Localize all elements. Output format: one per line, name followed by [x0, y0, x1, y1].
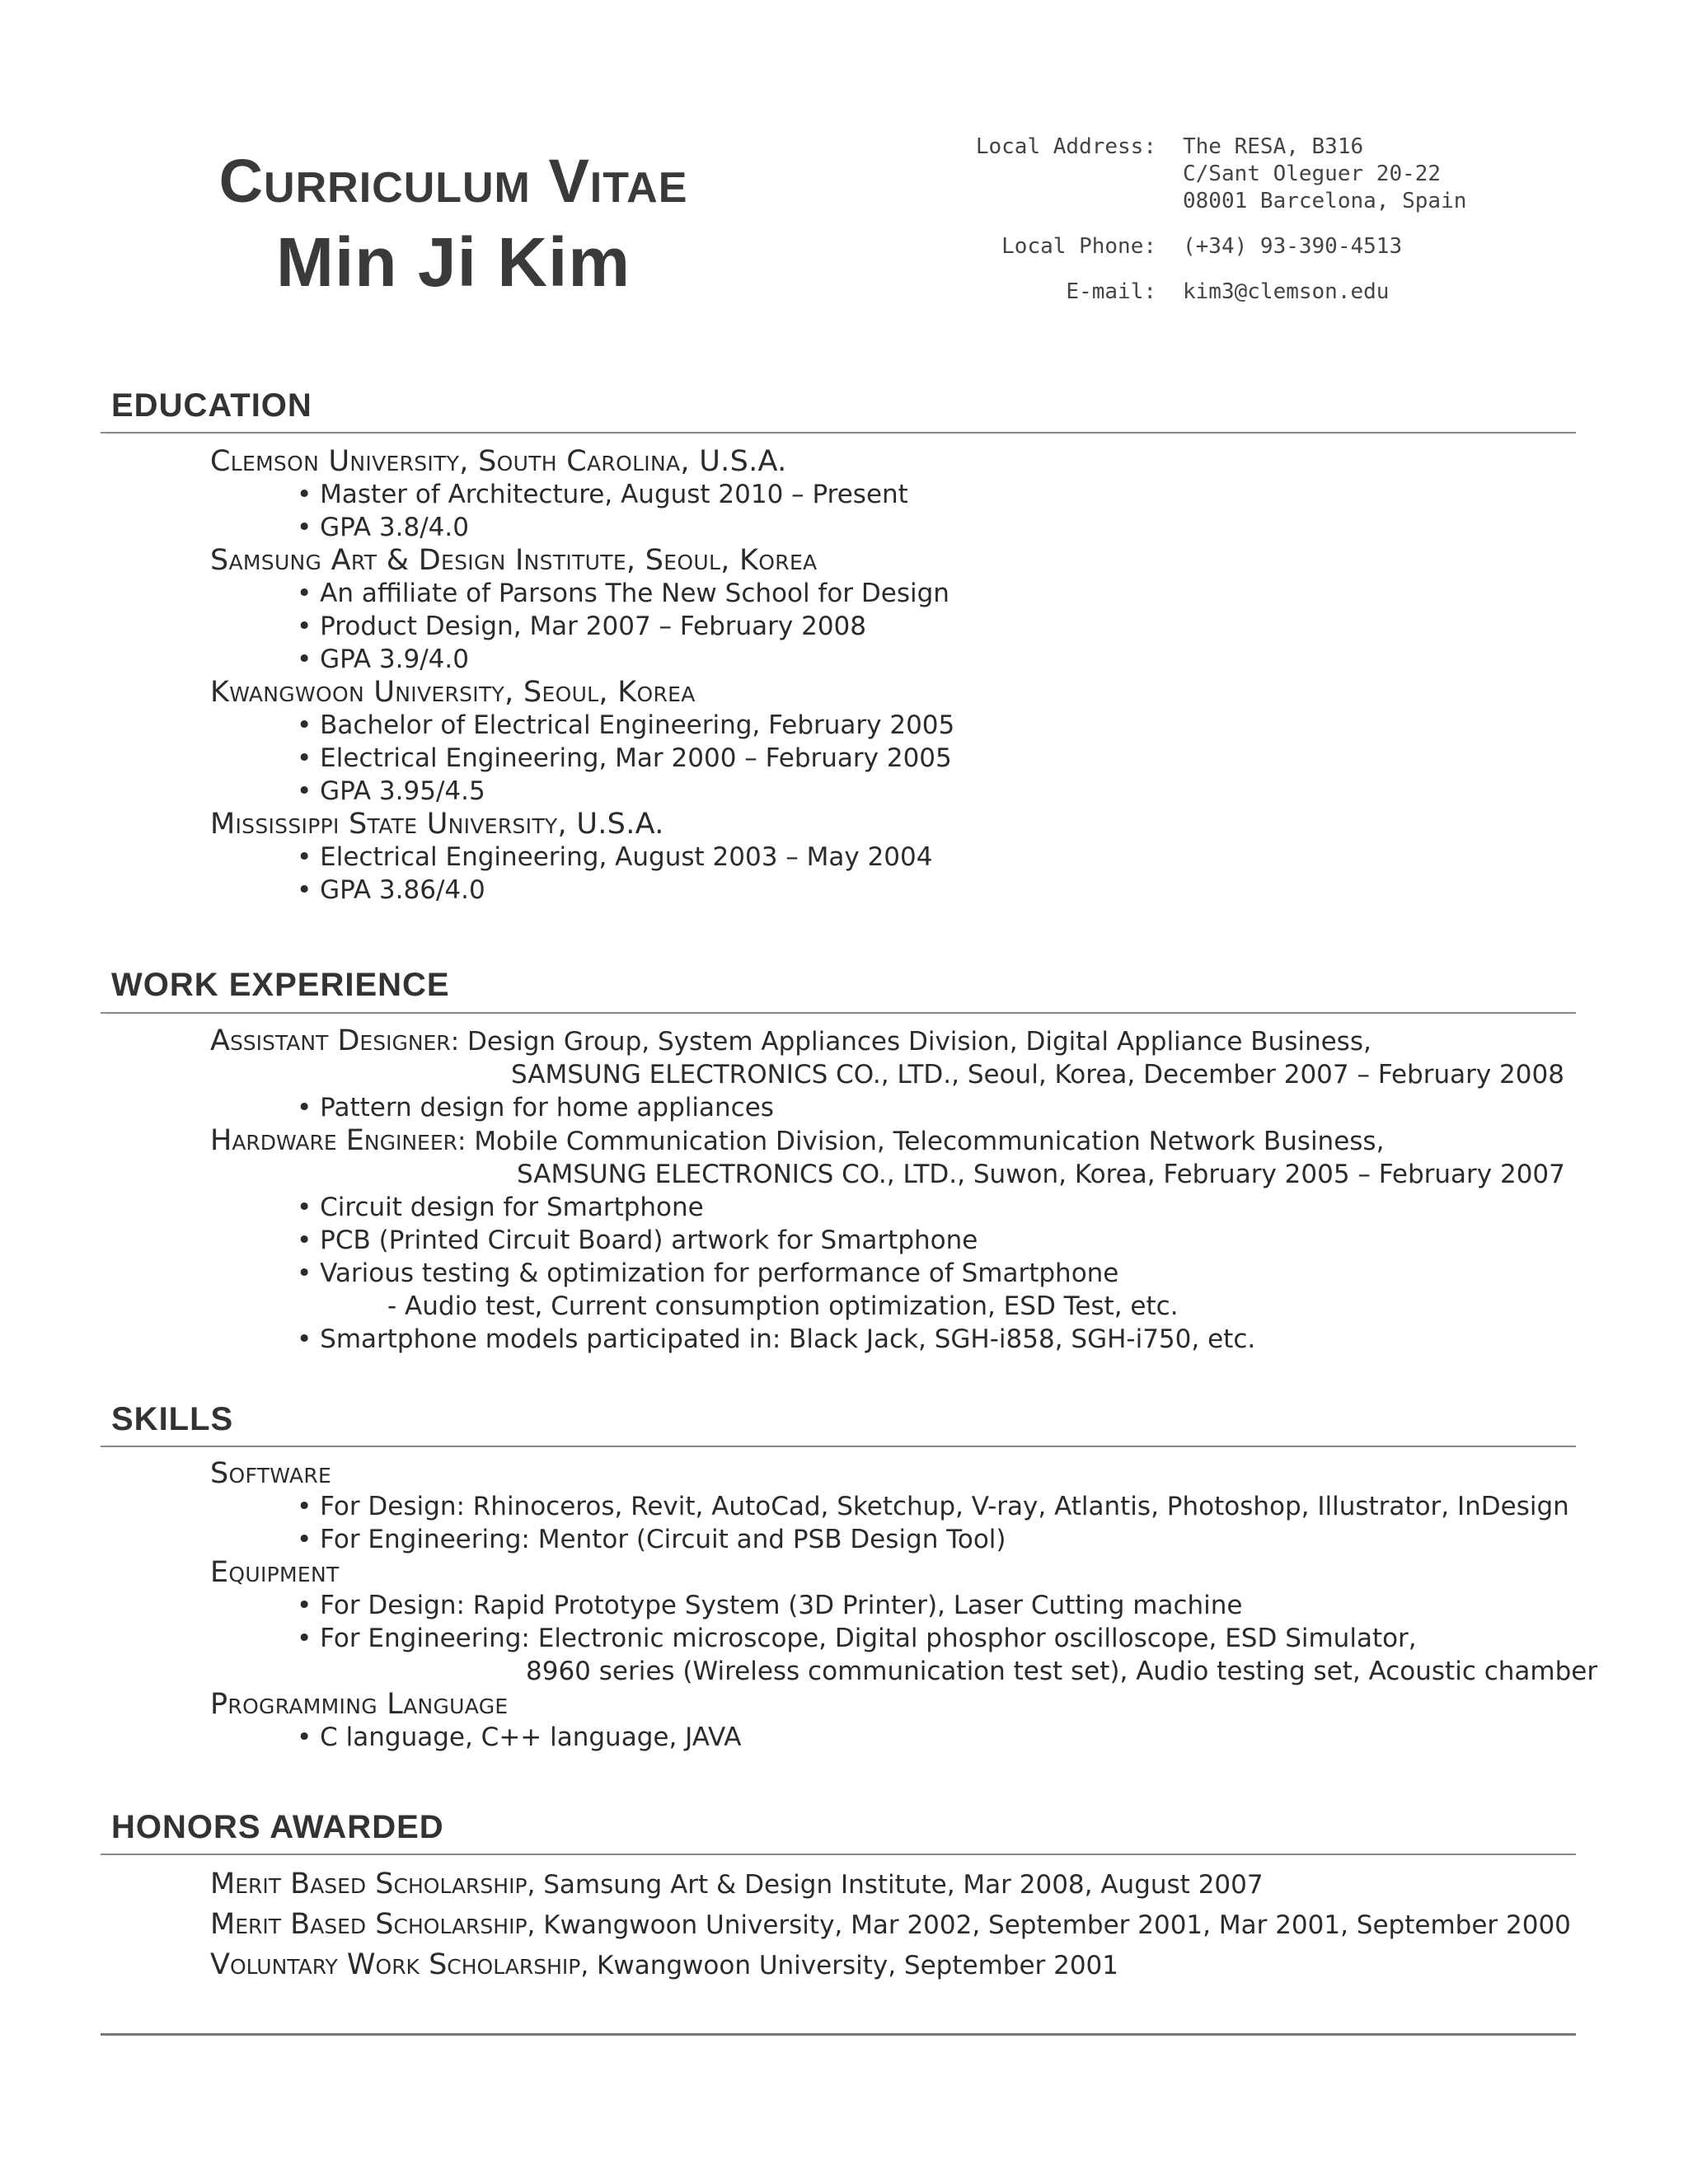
email-label: E-mail:	[1066, 279, 1156, 304]
skills-heading: SKILLS	[111, 1401, 234, 1437]
skills-bullet-continuation: 8960 series (Wireless communication test set), Audio testing set, Acoustic chamber	[526, 1657, 1598, 1686]
contact-email	[948, 279, 1466, 306]
work-bullet: • Pattern design for home appliances	[210, 1091, 1611, 1124]
phone-value: (+34) 93-390-4513	[1183, 234, 1403, 259]
honor-detail: , Kwangwoon University, Mar 2002, September 2001, Mar 2001, September 2000	[527, 1910, 1571, 1940]
work-line2: SAMSUNG ELECTRONICS CO., LTD., Suwon, Korea, February 2005 – February 2007	[517, 1160, 1565, 1189]
contact-phone	[948, 233, 1466, 260]
contact-block	[948, 134, 1466, 324]
honor-item	[210, 1945, 1611, 1985]
person-name: Min Ji Kim	[275, 223, 631, 301]
honors-body	[210, 1864, 1611, 1985]
education-bullet: • Product Design, Mar 2007 – February 2008	[210, 610, 1611, 643]
education-bullet: • An affiliate of Parsons The New School for Design	[210, 577, 1611, 610]
contact-address	[948, 134, 1466, 215]
work-body	[210, 1024, 1611, 1356]
education-org: Clemson University, South Carolina, U.S.A.	[210, 445, 787, 478]
address-value: The RESA, B316 C/Sant Oleguer 20-22 08001 Barcelona, Spain	[1183, 134, 1467, 213]
honor-detail: , Samsung Art & Design Institute, Mar 2008, August 2007	[527, 1870, 1264, 1900]
skills-category: Software	[210, 1457, 332, 1490]
education-bullet: • GPA 3.9/4.0	[210, 643, 1611, 676]
skills-bullet: • For Design: Rapid Prototype System (3D Printer), Laser Cutting machine	[210, 1589, 1611, 1622]
skills-bullet: • For Engineering: Mentor (Circuit and PSB Design Tool)	[210, 1523, 1611, 1556]
work-entry-line	[210, 1124, 1611, 1158]
education-body	[210, 445, 1611, 907]
education-org: Kwangwoon University, Seoul, Korea	[210, 676, 696, 709]
honor-item	[210, 1905, 1611, 1945]
honor-name: Merit Based Scholarship	[210, 1868, 528, 1900]
education-heading: EDUCATION	[111, 387, 312, 424]
work-entry-line	[210, 1024, 1611, 1058]
honor-detail: , Kwangwoon University, September 2001	[580, 1951, 1119, 1980]
work-role: Assistant Designer	[210, 1024, 451, 1057]
education-bullet: • Electrical Engineering, August 2003 – May 2004	[210, 841, 1611, 874]
education-bullet: • Master of Architecture, August 2010 – Present	[210, 478, 1611, 511]
skills-category: Programming Language	[210, 1688, 509, 1721]
education-bullet: • GPA 3.8/4.0	[210, 511, 1611, 544]
honors-rule	[101, 1854, 1576, 1855]
document-title: Curriculum Vitae	[218, 147, 688, 215]
work-line2: SAMSUNG ELECTRONICS CO., LTD., Seoul, Korea, December 2007 – February 2008	[511, 1060, 1564, 1090]
address-label: Local Address:	[975, 134, 1156, 159]
honor-name: Voluntary Work Scholarship	[210, 1948, 581, 1981]
footer-rule	[101, 2033, 1576, 2036]
work-sub-item: - Audio test, Current consumption optimization, ESD Test, etc.	[387, 1291, 1179, 1321]
work-bullet: • Various testing & optimization for performance of Smartphone	[210, 1257, 1611, 1290]
work-bullet: • Smartphone models participated in: Black Jack, SGH-i858, SGH-i750, etc.	[210, 1323, 1611, 1356]
honor-name: Merit Based Scholarship	[210, 1908, 528, 1941]
phone-label: Local Phone:	[1001, 234, 1156, 259]
work-role: Hardware Engineer	[210, 1124, 458, 1157]
skills-body	[210, 1457, 1611, 1754]
skills-bullet: • For Engineering: Electronic microscope, Digital phosphor oscilloscope, ESD Simulator,	[210, 1622, 1611, 1655]
education-bullet: • Electrical Engineering, Mar 2000 – February 2005	[210, 742, 1611, 775]
skills-bullet: • C language, C++ language, JAVA	[210, 1721, 1611, 1754]
skills-rule	[101, 1446, 1576, 1447]
work-bullet: • PCB (Printed Circuit Board) artwork for Smartphone	[210, 1224, 1611, 1257]
work-line1: : Mobile Communication Division, Telecommunication Network Business,	[457, 1127, 1385, 1156]
skills-category: Equipment	[210, 1556, 340, 1589]
work-heading: WORK EXPERIENCE	[111, 967, 450, 1003]
honors-heading: HONORS AWARDED	[111, 1809, 444, 1845]
honor-item	[210, 1864, 1611, 1905]
work-bullet: • Circuit design for Smartphone	[210, 1191, 1611, 1224]
title-block	[136, 144, 771, 306]
work-rule	[101, 1012, 1576, 1014]
education-org: Mississippi State University, U.S.A.	[210, 808, 664, 841]
education-bullet: • GPA 3.86/4.0	[210, 874, 1611, 907]
education-bullet: • Bachelor of Electrical Engineering, February 2005	[210, 709, 1611, 742]
email-value: kim3@clemson.edu	[1183, 279, 1390, 304]
education-org: Samsung Art & Design Institute, Seoul, Korea	[210, 544, 818, 577]
education-rule	[101, 432, 1576, 434]
education-bullet: • GPA 3.95/4.5	[210, 775, 1611, 808]
skills-bullet: • For Design: Rhinoceros, Revit, AutoCad, Sketchup, V-ray, Atlantis, Photoshop, Illustrator, InDesign	[210, 1490, 1611, 1523]
work-line1: : Design Group, System Appliances Division, Digital Appliance Business,	[450, 1027, 1372, 1057]
